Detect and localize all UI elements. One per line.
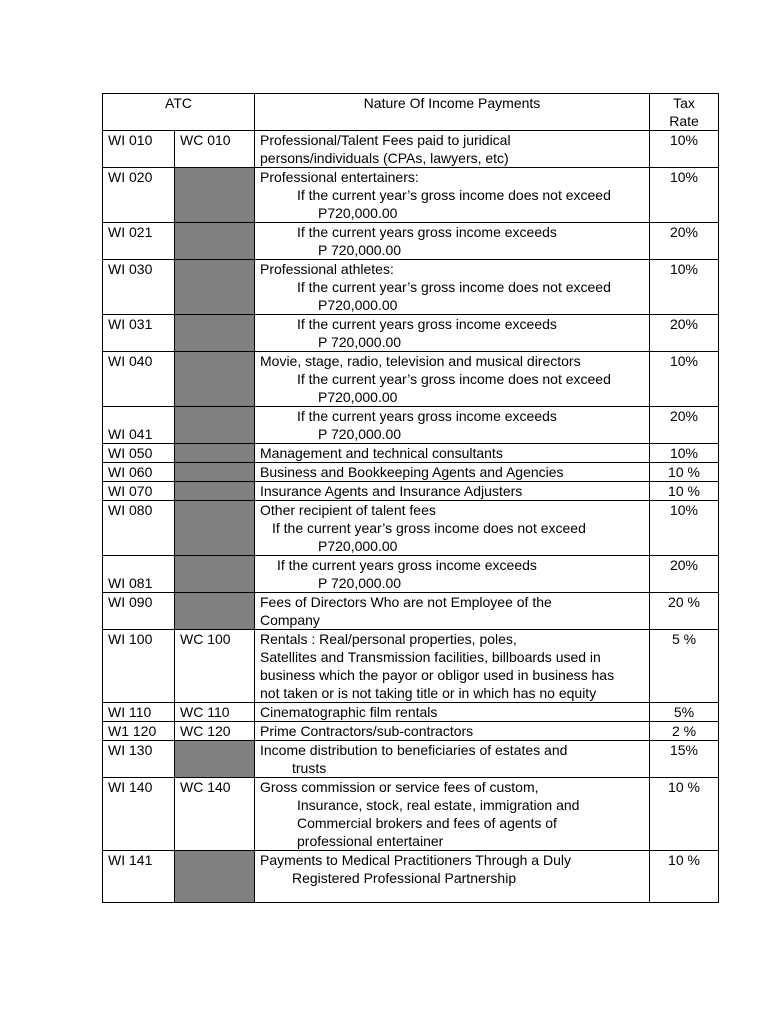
header-tax-rate bbox=[650, 94, 719, 131]
nature-line: P 720,000.00 bbox=[318, 334, 402, 350]
wi-code: WI 081 bbox=[103, 556, 175, 593]
tax-rate: 5 % bbox=[650, 630, 719, 703]
nature-line: Management and technical consultants bbox=[260, 445, 503, 461]
nature-line: If the current year’s gross income does not exceed bbox=[297, 187, 611, 203]
nature-line: If the current year’s gross income does not exceed bbox=[297, 279, 611, 295]
nature-cell bbox=[255, 131, 650, 168]
table-row bbox=[103, 482, 719, 501]
nature-line: If the current years gross income exceeds bbox=[297, 408, 557, 424]
table-row bbox=[103, 741, 719, 778]
wi-code: WI 110 bbox=[103, 703, 175, 722]
nature-line: Professional/Talent Fees paid to juridical bbox=[260, 132, 511, 148]
nature-line: Company bbox=[260, 612, 320, 628]
table-row bbox=[103, 407, 719, 444]
nature-line: Satellites and Transmission facilities, billboards used in bbox=[260, 649, 601, 665]
nature-line: Gross commission or service fees of custom, bbox=[260, 779, 539, 795]
nature-cell bbox=[255, 260, 650, 315]
wc-code-empty bbox=[175, 463, 255, 482]
wc-code: WC 100 bbox=[175, 630, 255, 703]
wc-code: WC 110 bbox=[175, 703, 255, 722]
nature-line: Professional entertainers: bbox=[260, 169, 419, 185]
wi-code: W1 120 bbox=[103, 722, 175, 741]
nature-line: If the current years gross income exceeds bbox=[277, 557, 537, 573]
wi-code: WI 010 bbox=[103, 131, 175, 168]
table-row bbox=[103, 223, 719, 260]
tax-rate: 10 % bbox=[650, 482, 719, 501]
nature-cell bbox=[255, 315, 650, 352]
nature-line: Income distribution to beneficiaries of estates and bbox=[260, 742, 568, 758]
wc-code-empty bbox=[175, 223, 255, 260]
nature-cell bbox=[255, 482, 650, 501]
tax-rate: 5% bbox=[650, 703, 719, 722]
nature-line: P 720,000.00 bbox=[318, 426, 402, 442]
table-row bbox=[103, 352, 719, 407]
wc-code: WC 140 bbox=[175, 778, 255, 851]
nature-cell bbox=[255, 778, 650, 851]
wc-code-empty bbox=[175, 407, 255, 444]
nature-line: P720,000.00 bbox=[318, 389, 398, 405]
table-row bbox=[103, 593, 719, 630]
nature-cell bbox=[255, 593, 650, 630]
table-row bbox=[103, 131, 719, 168]
wi-code: WI 030 bbox=[103, 260, 175, 315]
nature-line: Payments to Medical Practitioners Through a Duly bbox=[260, 852, 571, 868]
table-header-row bbox=[103, 94, 719, 131]
nature-line: Cinematographic film rentals bbox=[260, 704, 438, 720]
wc-code-empty bbox=[175, 315, 255, 352]
nature-line: If the current year’s gross income does not exceed bbox=[297, 371, 611, 387]
header-nature: Nature Of Income Payments bbox=[255, 94, 650, 131]
tax-rate: 10 % bbox=[650, 463, 719, 482]
wi-code: WI 040 bbox=[103, 352, 175, 407]
wc-code-empty bbox=[175, 352, 255, 407]
nature-line: Insurance Agents and Insurance Adjusters bbox=[260, 483, 523, 499]
wc-code-empty bbox=[175, 482, 255, 501]
nature-line: P720,000.00 bbox=[318, 538, 398, 554]
header-rate-line1: Tax bbox=[673, 95, 695, 111]
wc-code: WC 010 bbox=[175, 131, 255, 168]
table-row bbox=[103, 260, 719, 315]
wc-code-empty bbox=[175, 741, 255, 778]
nature-line: Registered Professional Partnership bbox=[292, 870, 517, 886]
table-row bbox=[103, 722, 719, 741]
wi-code: WI 090 bbox=[103, 593, 175, 630]
nature-line: P720,000.00 bbox=[318, 205, 398, 221]
nature-line: Other recipient of talent fees bbox=[260, 502, 436, 518]
nature-line: P 720,000.00 bbox=[318, 575, 402, 591]
nature-cell bbox=[255, 444, 650, 463]
tax-rate: 20% bbox=[650, 556, 719, 593]
tax-rate: 2 % bbox=[650, 722, 719, 741]
wi-code: WI 100 bbox=[103, 630, 175, 703]
tax-rate: 15% bbox=[650, 741, 719, 778]
nature-cell bbox=[255, 223, 650, 260]
wc-code-empty bbox=[175, 260, 255, 315]
wi-code: WI 141 bbox=[103, 851, 175, 903]
nature-line: P720,000.00 bbox=[318, 297, 398, 313]
wc-code-empty bbox=[175, 556, 255, 593]
wi-code: WI 031 bbox=[103, 315, 175, 352]
tax-rate: 20 % bbox=[650, 593, 719, 630]
nature-line: trusts bbox=[292, 760, 327, 776]
tax-rate: 10% bbox=[650, 168, 719, 223]
wi-code: WI 050 bbox=[103, 444, 175, 463]
nature-line: Movie, stage, radio, television and musical directors bbox=[260, 353, 581, 369]
wc-code-empty bbox=[175, 501, 255, 556]
table-row bbox=[103, 501, 719, 556]
atc-tax-rate-table bbox=[102, 93, 719, 903]
tax-rate: 20% bbox=[650, 223, 719, 260]
nature-cell bbox=[255, 703, 650, 722]
nature-cell bbox=[255, 851, 650, 903]
tax-rate: 10 % bbox=[650, 778, 719, 851]
wi-code: WI 020 bbox=[103, 168, 175, 223]
table-row bbox=[103, 703, 719, 722]
nature-line: Insurance, stock, real estate, immigration and bbox=[297, 797, 580, 813]
table-row bbox=[103, 444, 719, 463]
nature-line: If the current years gross income exceeds bbox=[297, 224, 557, 240]
nature-line: Commercial brokers and fees of agents of bbox=[297, 815, 557, 831]
wi-code: WI 140 bbox=[103, 778, 175, 851]
tax-rate: 20% bbox=[650, 407, 719, 444]
wi-code: WI 021 bbox=[103, 223, 175, 260]
header-rate-line2: Rate bbox=[669, 113, 699, 129]
wi-code: WI 070 bbox=[103, 482, 175, 501]
nature-line: If the current year’s gross income does not exceed bbox=[272, 520, 586, 536]
table-row bbox=[103, 556, 719, 593]
nature-cell bbox=[255, 630, 650, 703]
tax-rate: 10% bbox=[650, 352, 719, 407]
table-row bbox=[103, 463, 719, 482]
nature-line: persons/individuals (CPAs, lawyers, etc) bbox=[260, 150, 509, 166]
nature-line: If the current years gross income exceeds bbox=[297, 316, 557, 332]
nature-cell bbox=[255, 501, 650, 556]
header-atc: ATC bbox=[103, 94, 255, 131]
nature-cell bbox=[255, 741, 650, 778]
tax-rate: 20% bbox=[650, 315, 719, 352]
table-row bbox=[103, 630, 719, 703]
wi-code: WI 080 bbox=[103, 501, 175, 556]
nature-cell bbox=[255, 556, 650, 593]
wi-code: WI 041 bbox=[103, 407, 175, 444]
table-row bbox=[103, 851, 719, 903]
nature-cell bbox=[255, 463, 650, 482]
wc-code-empty bbox=[175, 593, 255, 630]
table-row bbox=[103, 315, 719, 352]
nature-line: professional entertainer bbox=[297, 833, 444, 849]
nature-cell bbox=[255, 407, 650, 444]
nature-line: not taken or is not taking title or in which has no equity bbox=[260, 685, 597, 701]
wc-code-empty bbox=[175, 851, 255, 903]
nature-line: Business and Bookkeeping Agents and Agencies bbox=[260, 464, 564, 480]
nature-cell bbox=[255, 352, 650, 407]
tax-rate: 10% bbox=[650, 444, 719, 463]
wc-code: WC 120 bbox=[175, 722, 255, 741]
table-row bbox=[103, 778, 719, 851]
nature-line: business which the payor or obligor used in business has bbox=[260, 667, 615, 683]
nature-line: Professional athletes: bbox=[260, 261, 394, 277]
tax-rate: 10% bbox=[650, 131, 719, 168]
tax-rate: 10% bbox=[650, 501, 719, 556]
nature-cell bbox=[255, 722, 650, 741]
nature-line: Rentals : Real/personal properties, poles, bbox=[260, 631, 517, 647]
nature-line: P 720,000.00 bbox=[318, 242, 402, 258]
tax-rate: 10% bbox=[650, 260, 719, 315]
table-row bbox=[103, 168, 719, 223]
nature-cell bbox=[255, 168, 650, 223]
wc-code-empty bbox=[175, 444, 255, 463]
nature-line: Fees of Directors Who are not Employee of the bbox=[260, 594, 552, 610]
nature-line: Prime Contractors/sub-contractors bbox=[260, 723, 474, 739]
wi-code: WI 060 bbox=[103, 463, 175, 482]
tax-rate: 10 % bbox=[650, 851, 719, 903]
wi-code: WI 130 bbox=[103, 741, 175, 778]
wc-code-empty bbox=[175, 168, 255, 223]
